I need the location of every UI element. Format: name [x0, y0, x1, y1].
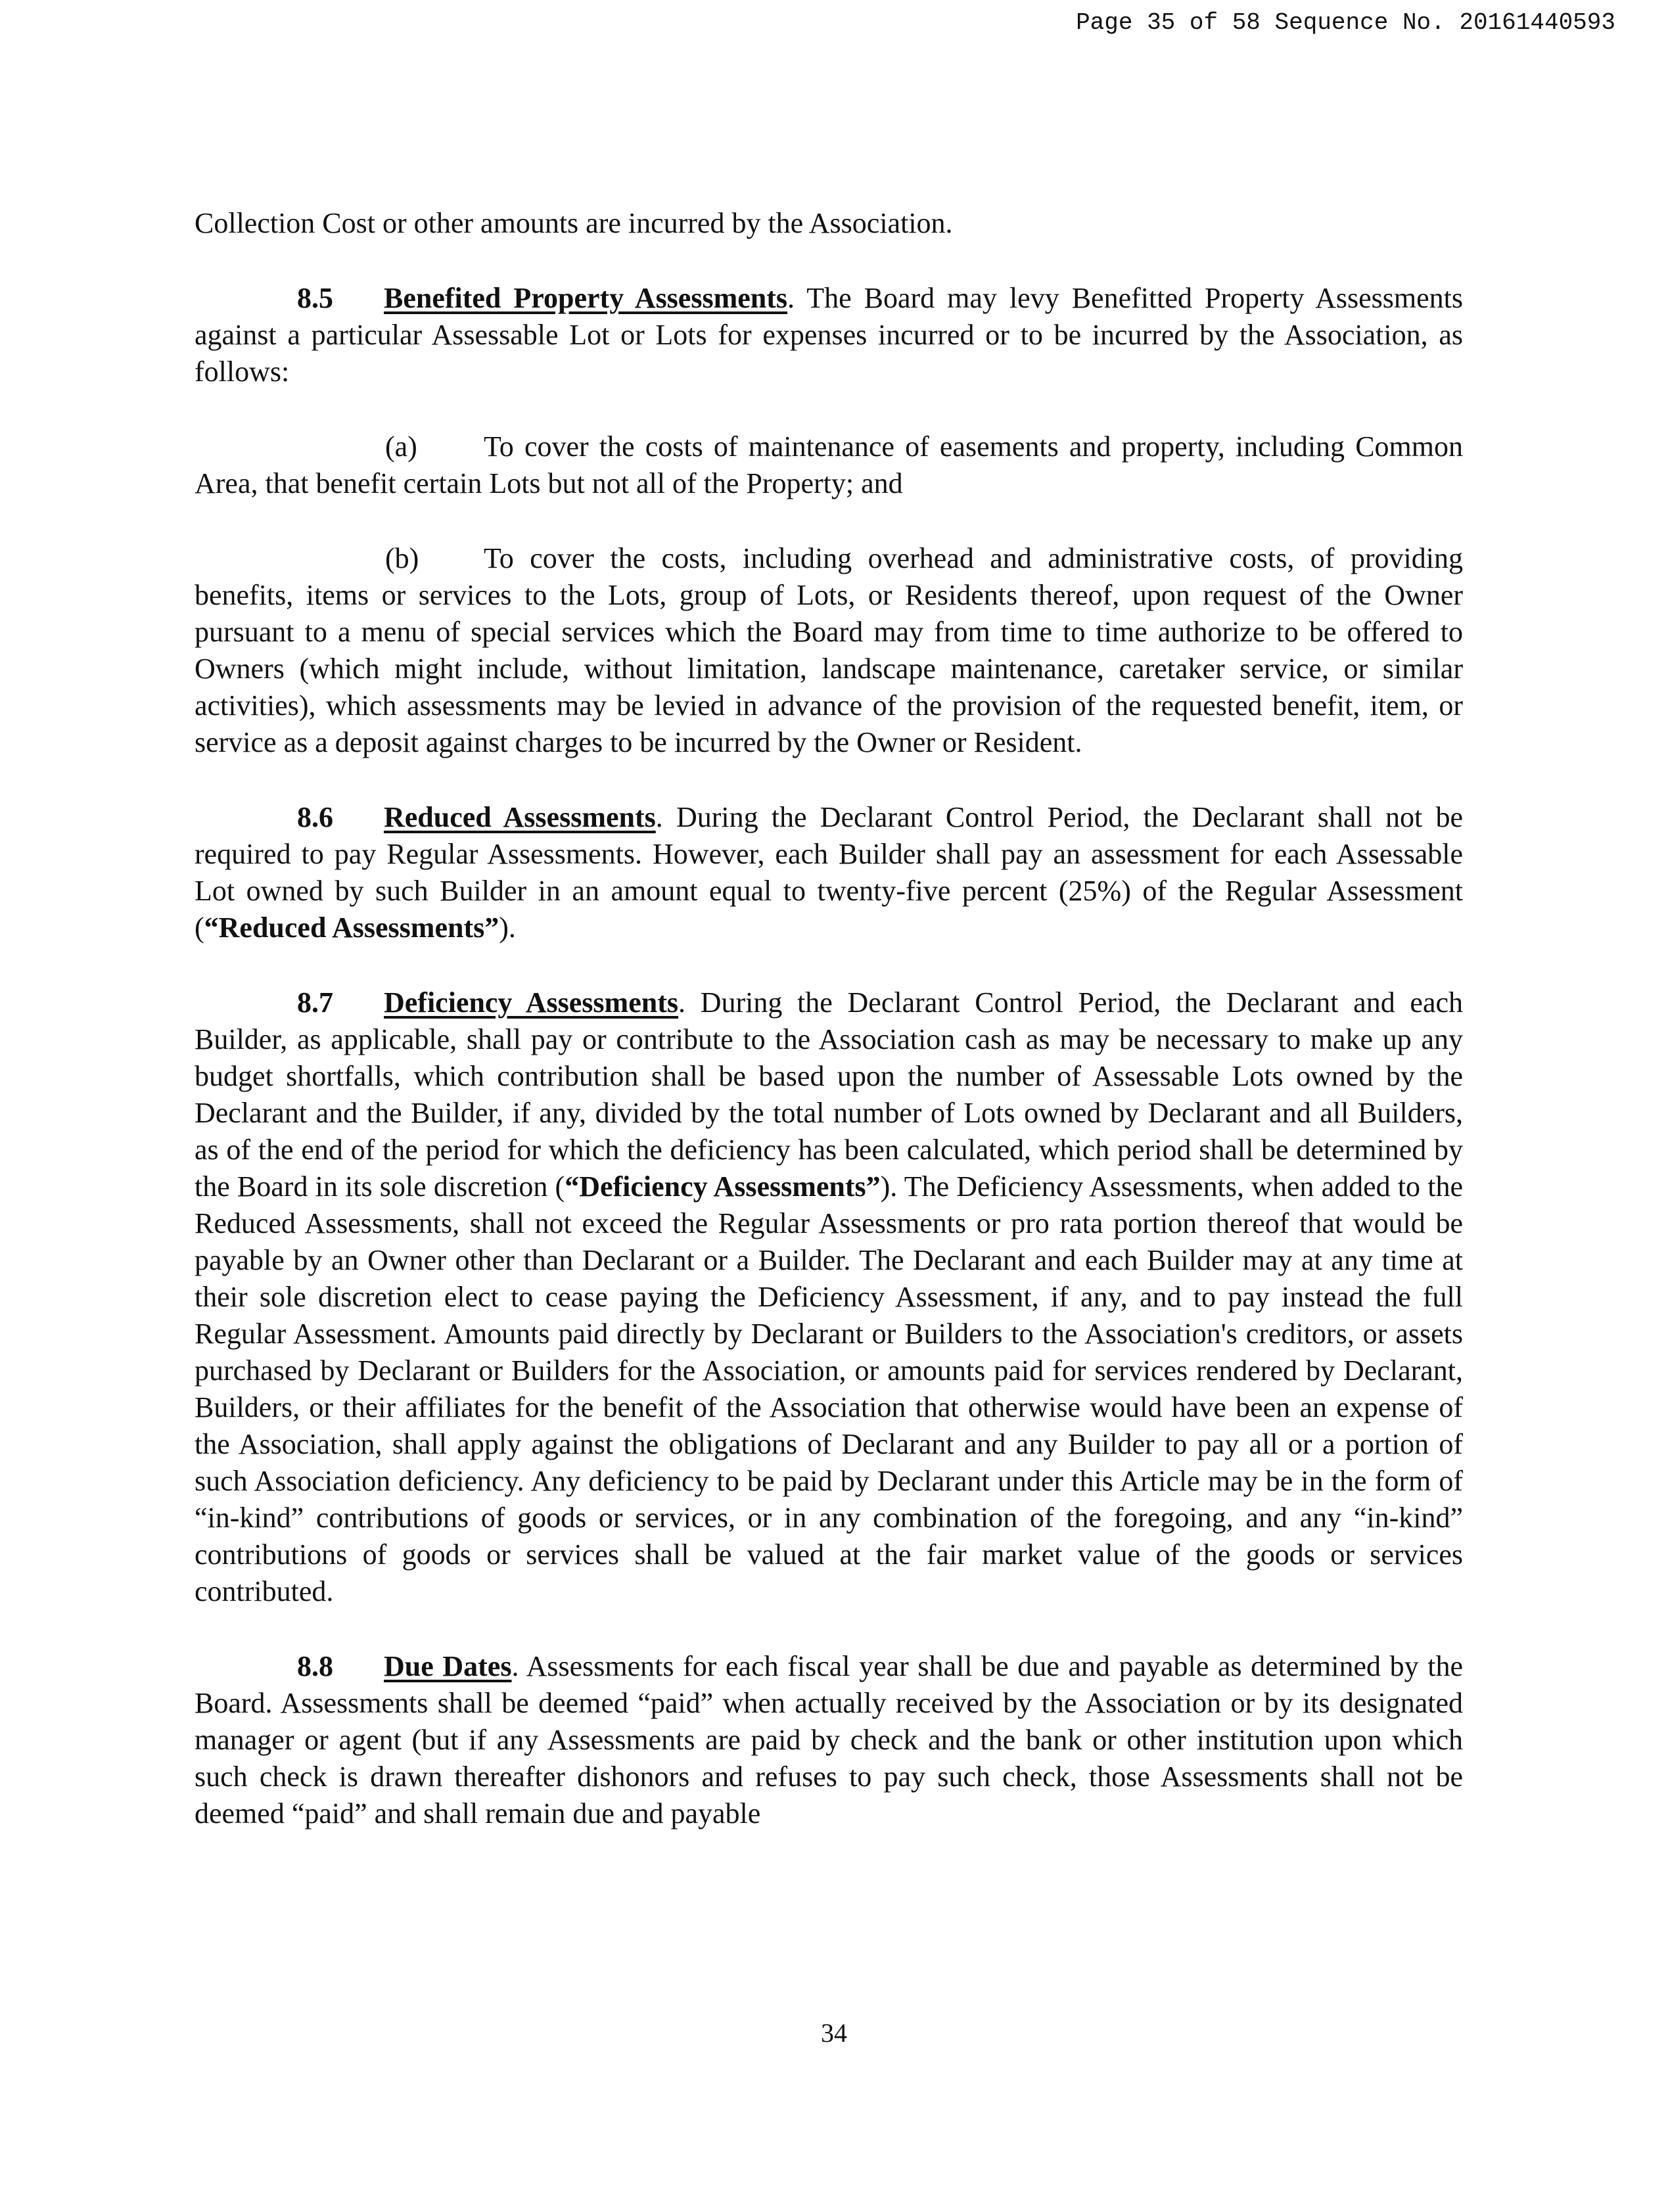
page-number: 34: [821, 2018, 847, 2048]
section-heading: Reduced Assessments: [384, 801, 656, 833]
defined-term: “Reduced Assessments”: [204, 911, 499, 944]
section-number: 8.6: [297, 801, 333, 833]
section-body: . The Board may levy Benefitted Property Assessments against a particular Assessable Lot or Lots for expenses incurred or to be incurred by the Association, as follows:: [195, 282, 1463, 388]
section-heading: Benefited Property Assessments: [384, 282, 788, 314]
subsection-a: [195, 428, 1463, 502]
section-8-6: [195, 799, 1463, 946]
section-heading: Due Dates: [384, 1650, 512, 1682]
subsection-label: (a): [385, 430, 417, 463]
page-sequence-header: Page 35 of 58 Sequence No. 20161440593: [1076, 9, 1615, 36]
section-heading: Deficiency Assessments: [384, 986, 678, 1019]
section-body-tail: ).: [499, 911, 516, 944]
section-body: . During the Declarant Control Period, the Declarant shall not be required to pay Regular Assessments. However, each Builder shall pay an assessment for each Assessable Lot owned by such Builder in an amount equal to twenty-five percent (25%) of the Regular Assessment (: [195, 801, 1463, 944]
subsection-body: To cover the costs of maintenance of easements and property, including Common Area, that benefit certain Lots but not all of the Property; and: [195, 430, 1463, 499]
section-8-7: [195, 984, 1463, 1610]
section-number: 8.7: [297, 986, 333, 1019]
subsection-b: [195, 540, 1463, 761]
paragraph-continuation: Collection Cost or other amounts are incurred by the Association.: [195, 207, 953, 239]
section-number: 8.8: [297, 1650, 333, 1682]
section-body: . Assessments for each fiscal year shall be due and payable as determined by the Board. Assessments shall be deemed “paid” when actually received by the Association or by its designated manager or agent (but if any Assessments are paid by check and the bank or other institution upon which such check is drawn thereafter dishonors and refuses to pay such check, those Assessments shall not be deemed “paid” and shall remain due and payable: [195, 1650, 1463, 1830]
section-8-8: [195, 1648, 1463, 1832]
section-8-5: [195, 280, 1463, 390]
subsection-body: To cover the costs, including overhead and administrative costs, of providing benefits, items or services to the Lots, group of Lots, or Residents thereof, upon request of the Owner pursuant to a menu of special services which the Board may from time to time authorize to be offered to Owners (which might include, without limitation, landscape maintenance, caretaker service, or similar activities), which assessments may be levied in advance of the provision of the requested benefit, item, or service as a deposit against charges to be incurred by the Owner or Resident.: [195, 542, 1463, 758]
section-body: . During the Declarant Control Period, the Declarant and each Builder, as applicable, shall pay or contribute to the Association cash as may be necessary to make up any budget shortfalls, which contribution shall be based upon the number of Assessable Lots owned by the Declarant and the Builder, if any, divided by the total number of Lots owned by Declarant and all Builders, as of the end of the period for which the deficiency has been calculated, which period shall be determined by the Board in its sole discretion (: [195, 986, 1464, 1203]
document-body: [195, 205, 1463, 1870]
section-body-tail: ). The Deficiency Assessments, when added to the Reduced Assessments, shall not exceed the Regular Assessments or pro rata portion thereof that would be payable by an Owner other than Declarant or a Builder. The Declarant and each Builder may at any time at their sole discretion elect to cease paying the Deficiency Assessment, if any, and to pay instead the full Regular Assessment. Amounts paid directly by Declarant or Builders to the Association's creditors, or assets purchased by Declarant or Builders for the Association, or amounts paid for services rendered by Declarant, Builders, or their affiliates for the benefit of the Association that otherwise would have been an expense of the Association, shall apply against the obligations of Declarant and any Builder to pay all or a portion of such Association deficiency. Any deficiency to be paid by Declarant under this Article may be in the form of “in-kind” contributions of goods or services, or in any combination of the foregoing, and any “in-kind” contributions of goods or services shall be valued at the fair market value of the goods or services contributed.: [195, 1170, 1463, 1607]
subsection-label: (b): [385, 542, 419, 574]
section-number: 8.5: [297, 282, 333, 314]
defined-term: “Deficiency Assessments”: [565, 1170, 881, 1203]
